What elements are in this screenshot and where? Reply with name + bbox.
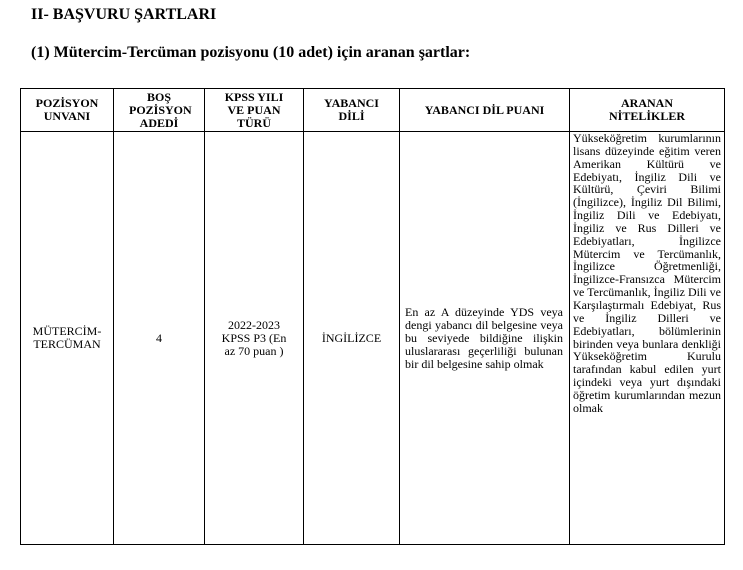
cell-yabanci-dili: İNGİLİZCE [304,132,400,545]
cell-kpss-yili: 2022-2023 KPSS P3 (En az 70 puan ) [205,132,304,545]
cell-aranan-nitelikler: Yükseköğretim kurumlarının lisans düzeyinde eğitim veren Amerikan Kültürü ve Edebiyatı, İngiliz Dili ve Kültürü, Çeviri Bilimi (İngilizce), İngiliz Dil Bilimi, İngiliz Dili ve Edebiyatı, İngiliz ve Rus Dilleri ve Edebiyatları, İngilizce Mütercim ve Tercümanlık, İngilizce Öğretmenliği, İngilizce-Fransızca Mütercim ve Tercümanlık, İngiliz Dili ve Karşılaştırmalı Edebiyat, Rus ve İngiliz Dilleri ve Edebiyatları, bölümlerinin birinden veya bunlara denkliği Yükseköğretim Kurulu tarafından kabul edilen yurt içindeki veya yurt dışındaki öğretim kurumlarından mezun olmak [570,132,725,545]
cell-yabanci-dil-puani: En az A düzeyinde YDS veya dengi yabancı dil belgesine veya bu seviyede bildiğine ilişkin uluslararası geçerliliği bulunan bir dil belgesine sahip olmak [400,132,570,545]
section-title: II- BAŞVURU ŞARTLARI [31,6,217,23]
header-pozisyon-unvani: POZİSYON UNVANI [21,89,114,132]
table-header-row [21,89,725,132]
cell-bos-pozisyon-adedi: 4 [114,132,205,545]
header-bos-pozisyon-adedi: BOŞ POZİSYON ADEDİ [114,89,205,132]
table-row [21,132,725,545]
cell-pozisyon-unvani: MÜTERCİM-TERCÜMAN [21,132,114,545]
header-yabanci-dil-puani: YABANCI DİL PUANI [400,89,570,132]
requirements-table [20,88,725,545]
header-kpss-yili: KPSS YILI VE PUAN TÜRÜ [205,89,304,132]
subsection-title: (1) Mütercim-Tercüman pozisyonu (10 adet) için aranan şartlar: [31,44,471,61]
header-aranan-nitelikler: ARANAN NİTELİKLER [570,89,725,132]
header-yabanci-dili: YABANCI DİLİ [304,89,400,132]
